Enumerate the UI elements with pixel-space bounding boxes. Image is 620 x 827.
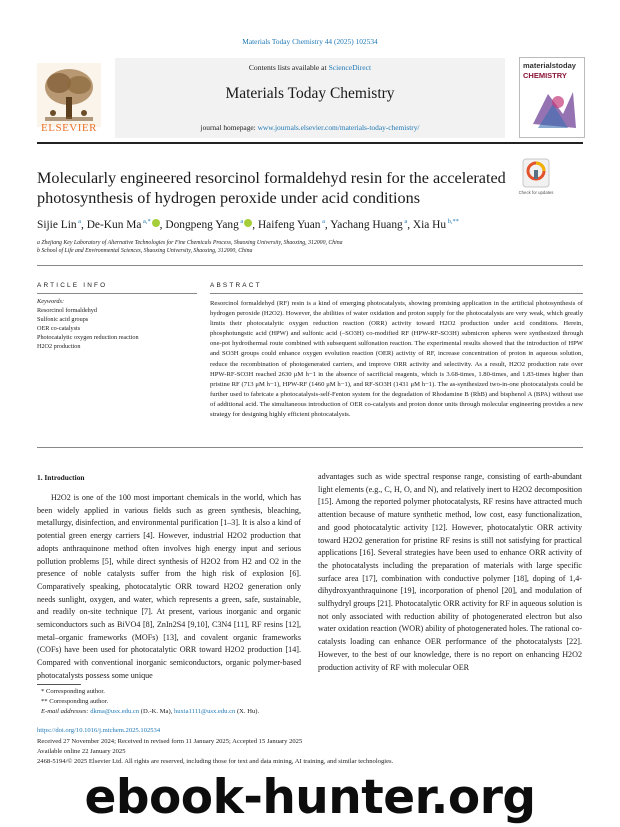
affiliation-rule (37, 265, 583, 266)
introduction-left-column: H2O2 is one of the 100 most important chemicals in the world, which has been widely applied in various fields such as green synthesis, bleaching, metallurgy, disinfection, and environmental purification [1–3]. It is also a kind of potential green energy carriers [4]. However, industrial H2O2 production that adopts anthraquinone method often involves high energy input and serious pollution problems [5], while direct synthesis of H2O2 from H2 and O2 in the presence of noble catalysts suffer from the high risk of explosion [6]. Comparatively speaking, photocatalytic ORR toward H2O2 generation only needs sunlight, oxygen, and water, which represents a green, safe, sustainable, and readily on-site technique [7]. At present, various inorganic and organic semiconductors such as BiVO4 [8], ZnIn2S4 [9,10], C3N4 [11], RF resins [12], metal–organic frameworks (MOFs) [13], and covalent organic frameworks (COFs) have been used for photocatalytic ORR toward H2O2 production [14]. Compared with conventional inorganic semiconductors, organic polymer-based photocatalysts possess some unique (37, 493, 301, 680)
author-affiliation-marker[interactable]: a,* (141, 218, 151, 225)
author-name[interactable] (37, 219, 81, 231)
header-rule (37, 142, 583, 144)
author-affiliation-marker[interactable]: a (238, 218, 244, 225)
author-name[interactable] (87, 219, 160, 231)
keyword-item: OER co-catalysts (37, 325, 81, 332)
journal-homepage (115, 123, 505, 132)
homepage-link[interactable]: www.journals.elsevier.com/materials-today-chemistry/ (257, 123, 420, 132)
check-for-updates-label[interactable]: Check for updates (518, 190, 554, 195)
sciencedirect-link[interactable]: ScienceDirect (328, 63, 372, 72)
corresponding-author-note-2: ** Corresponding author. (41, 698, 109, 705)
article-title: Molecularly engineered resorcinol formaldehyd resin for the accelerated photosynthesis of hydrogen peroxide under acid conditions (37, 169, 506, 207)
elsevier-wordmark: ELSEVIER (41, 122, 97, 134)
author-affiliation-marker[interactable]: a (76, 218, 81, 225)
author-name-text: Yachang Huang (330, 218, 403, 231)
email-owner-hu: (X. Hu). (235, 708, 260, 715)
cover-title-line1: materialstoday (523, 61, 576, 70)
author-name-text: Sijie Lin (37, 218, 77, 231)
abstract-text: Resorcinol formaldehyd (RF) resin is a kind of emerging photocatalysts, showing promising application in the artificial photosynthesis of hydrogen peroxide (H2O2). However, the abilities of water oxidation and proton supply for the photocatalysts are very weak, which greatly limits their photocatalytic oxygen reduction reaction (ORR) activity toward H2O2 production under acid conditions. Herein, phosphotungstic acid (HPW) and sulfonic acid (–SO3H) co-modified RF (HPW-RF-SO3H) submicron spheres were synthesized through one-pot hydrothermal route combined with subsequent sulfonation reaction. The experimental results showed that the introduction of HPW and SO3H groups could enhance oxygen evolution reaction (OER) activity of RF, increase concentration of proton in aqueous solution, reduce the recombination of photogenerated carriers, and improve ORR activity and selectivity. As a result, H2O2 production rate over HPW-RF-SO3H reached 2630 μM h−1 in the absence of sacrificial reagents, which is 3.68-times, 1.80-times, and 1.83-times higher than pristine RF (713 μM h−1), HPW-RF (1460 μM h−1), and RF-SO3H (1431 μM h−1). The as-synthesized two-in-one photocatalysts could be further used to fabricate a photocatalysis-self-Fenton system for the degradation of Rhodamine B (RhB) and bisphenol A (BPA) without use of additional acid. The simultaneous introduction of OER co-catalysts and proton donor units through molecular engineering provides a new strategy for designing highly efficient photocatalysts. (210, 300, 583, 419)
author-name-text: Haifeng Yuan (257, 218, 321, 231)
email-owner-ma: (D.-K. Ma), (139, 708, 174, 715)
journal-title: Materials Today Chemistry (225, 85, 395, 102)
journal-reference[interactable]: Materials Today Chemistry 44 (2025) 102534 (242, 37, 378, 46)
author-name[interactable] (330, 219, 407, 231)
contents-prefix: Contents lists available at (248, 63, 329, 72)
footnote-rule (37, 684, 81, 685)
watermark-text: ebook-hunter.org (84, 770, 536, 825)
email-link-hu[interactable]: huxia1111@usx.edu.cn (173, 708, 236, 715)
abstract-bottom-rule (37, 447, 583, 448)
keyword-item: Resorcinol formaldehyd (37, 307, 97, 314)
affiliation-a: a Zhejiang Key Laboratory of Alternative Technologies for Fine Chemicals Process, Shaoxing University, Shaoxing, 312000, China (37, 240, 343, 246)
introduction-right-column: advantages such as wide spectral response range, consisting of earth-abundant light elements (e.g., C, H, O, and N), and relatively inert to H2O2 decomposition [15]. Among the reported polymer photocatalysts, RF resins have attracted much attention because of mature synthetic method, low cost, easy functionalization, and good photocatalytic activity [12]. However, photocatalytic ORR activity toward H2O2 generation for pristine RF resins is still not satisfying for practical applications [16]. Several strategies have been used to enhance ORR activity of the photocatalysts including the preparation of materials with large specific surface area [17], combination with conductive polymer [18], doping of 1,4-dihydroxyanthraquinone [19], incorporation of phenol [20], and modulation of sulfhydryl groups [21]. Photocatalytic ORR activity for RF in aqueous solution is not only associated with reduction ability of photogenerated electron but also water oxidation reaction (WOR) ability of photogenerated holes. The rational co-catalysts loading can enhance OER performance of the photocatalysts [22]. However, to the best of our knowledge, there is no report on enhancing H2O2 production activity of RF with molecular OER (318, 472, 582, 672)
journal-cover-thumbnail[interactable] (519, 57, 585, 138)
corresponding-author-note-1: * Corresponding author. (41, 688, 105, 695)
keyword-item: H2O2 production (37, 343, 81, 350)
copyright-line: 2468-5194/© 2025 Elsevier Ltd. All rights are reserved, including those for text and data mining, AI training, and similar technologies. (37, 758, 394, 765)
article-info-rule (37, 293, 197, 294)
author-name[interactable] (413, 219, 459, 231)
keyword-item: Sulfonic acid groups (37, 316, 89, 323)
email-label: E-mail addresses: (41, 708, 91, 715)
keyword-item: Photocatalytic oxygen reduction reaction (37, 334, 139, 341)
cover-title-line2: CHEMISTRY (523, 71, 567, 80)
homepage-label: journal homepage: (200, 123, 258, 132)
available-online: Available online 22 January 2025 (37, 748, 126, 755)
author-name-text: Xia Hu (412, 218, 447, 231)
orcid-icon[interactable] (244, 219, 252, 227)
abstract-heading: ABSTRACT (210, 282, 262, 289)
doi-link[interactable]: https://doi.org/10.1016/j.mtchem.2025.102534 (37, 727, 161, 734)
email-addresses (41, 708, 259, 715)
elsevier-tree-logo (37, 58, 101, 132)
author-affiliation-marker[interactable]: a (402, 218, 408, 225)
abstract-rule (210, 293, 583, 294)
keywords-heading: Keywords: (37, 298, 65, 305)
author-name[interactable] (165, 219, 252, 231)
author-name-text: Dongpeng Yang (165, 218, 239, 231)
affiliation-b: b School of Life and Environmental Sciences, Shaoxing University, Shaoxing, 312000, China (37, 248, 253, 254)
received-dates: Received 27 November 2024; Received in revised form 11 January 2025; Accepted 15 January 2025 (37, 738, 303, 745)
orcid-icon[interactable] (152, 219, 160, 227)
check-for-updates-icon[interactable] (522, 158, 550, 188)
author-name-text: De-Kun Ma (86, 218, 142, 231)
introduction-heading: 1. Introduction (37, 473, 85, 482)
author-list: Sijie Lin $^a$, De-Kun Ma $^{a,*}$ , Dongpeng Yang $^a$ , Haifeng Yuan $^a$, Yachang Huang $^a$, Xia Hu $^{b,**}$ (37, 218, 459, 231)
author-name[interactable] (258, 219, 325, 231)
author-affiliation-marker[interactable]: a (320, 218, 325, 225)
email-link-ma[interactable]: dkma@usx.edu.cn (90, 708, 140, 715)
cover-artwork (528, 84, 578, 132)
author-affiliation-marker[interactable]: b,** (446, 218, 459, 225)
contents-line (115, 63, 505, 72)
article-info-heading: ARTICLE INFO (37, 282, 108, 289)
